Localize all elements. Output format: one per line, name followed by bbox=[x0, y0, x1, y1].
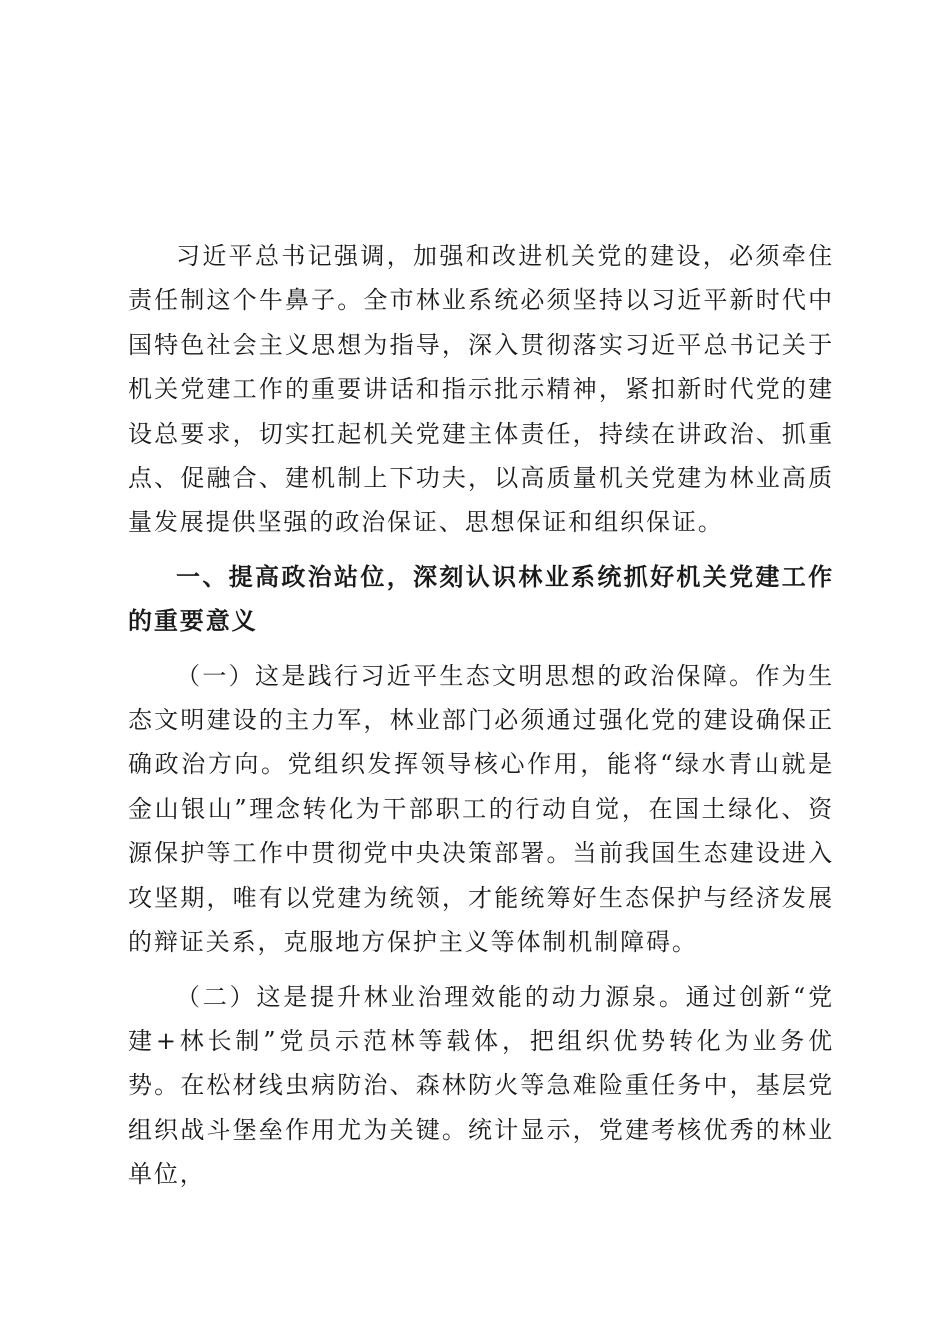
document-body bbox=[128, 234, 834, 1197]
section-heading-1: 一、提高政治站位，深刻认识林业系统抓好机关党建工作的重要意义 bbox=[128, 562, 834, 636]
intro-paragraph: 习近平总书记强调，加强和改进机关党的建设，必须牵住责任制这个牛鼻子。全市林业系统必须坚持以习近平新时代中国特色社会主义思想为指导，深入贯彻落实习近平总书记关于机关党建工作的重要讲话和指示批示精神，紧扣新时代党的建设总要求，切实扛起机关党建主体责任，持续在讲政治、抓重点、促融合、建机制上下功夫，以高质量机关党建为林业高质量发展提供坚强的政治保证、思想保证和组织保证。 bbox=[128, 242, 834, 537]
point-1-paragraph: （一）这是践行习近平生态文明思想的政治保障。作为生态文明建设的主力军，林业部门必须通过强化党的建设确保正确政治方向。党组织发挥领导核心作用，能将“绿水青山就是金山银山”理念转化为干部职工的行动自觉，在国土绿化、资源保护等工作中贯彻党中央决策部署。当前我国生态建设进入攻坚期，唯有以党建为统领，才能统筹好生态保护与经济发展的辩证关系，克服地方保护主义等体制机制障碍。 bbox=[128, 661, 834, 957]
point-2-paragraph: （二）这是提升林业治理效能的动力源泉。通过创新“党建+林长制”党员示范林等载体，把组织优势转化为业务优势。在松材线虫病防治、森林防火等急难险重任务中，基层党组织战斗堡垒作用尤为关键。统计显示，党建考核优秀的林业单位， bbox=[128, 982, 834, 1189]
